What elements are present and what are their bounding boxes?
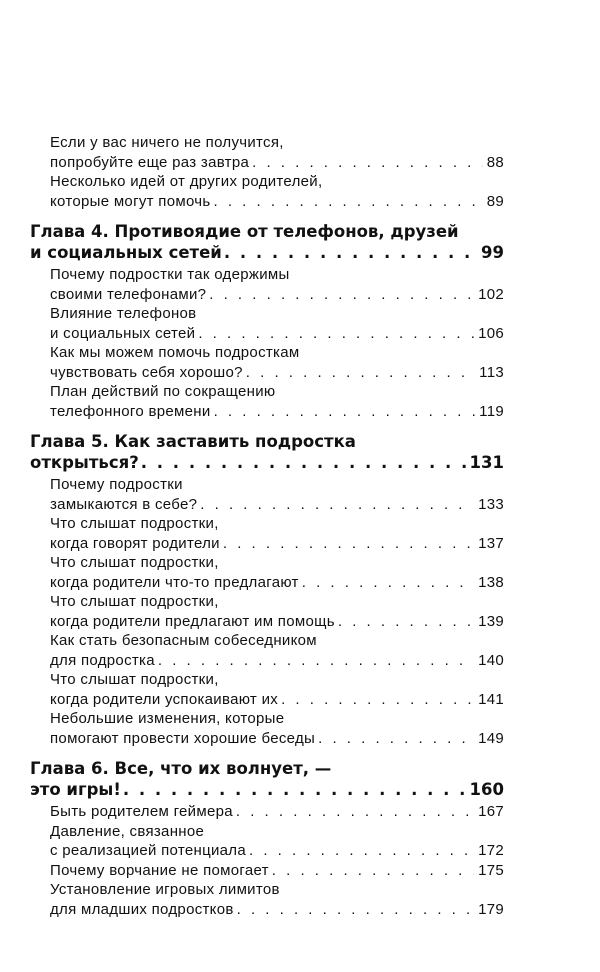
- chapter-page-number: 99: [481, 243, 504, 262]
- dot-leader: [272, 861, 474, 881]
- chapter-title-text: Глава 6. Все, что их волнует, —: [30, 759, 332, 778]
- toc-entry: [50, 172, 504, 211]
- chapter-title-text: это игры!: [30, 780, 121, 799]
- entry-text: с реализацией потенциала: [50, 842, 246, 859]
- entry-text: Почему ворчание не помогает: [50, 861, 269, 879]
- entry-text: Небольшие изменения, которые: [50, 710, 285, 727]
- chapter-title-text: Глава 5. Как заставить подростка: [30, 432, 356, 451]
- page-number: 133: [478, 495, 504, 513]
- entry-text: чувствовать себя хорошо?: [50, 363, 243, 381]
- entry-text: Что слышат подростки,: [50, 671, 219, 688]
- entry-text: для подростка: [50, 651, 155, 669]
- dot-leader: [252, 153, 483, 173]
- dot-leader: [158, 651, 474, 671]
- page-number: 102: [478, 285, 504, 303]
- dot-leader: [318, 729, 474, 749]
- chapter-entries: [50, 802, 504, 919]
- intro-entries: [50, 133, 504, 211]
- chapter-title: [30, 221, 504, 265]
- chapter-entries: [50, 475, 504, 748]
- page-number: 138: [478, 573, 504, 591]
- page-number: 88: [486, 153, 504, 171]
- entry-text: Что слышат подростки,: [50, 515, 219, 532]
- page-number: 113: [479, 363, 504, 381]
- toc-entry: [50, 822, 504, 861]
- toc-entry: [50, 343, 504, 382]
- chapter-page-number: 160: [469, 780, 504, 799]
- chapter-title: [30, 431, 504, 475]
- entry-text: и социальных сетей: [50, 324, 196, 342]
- entry-text: Почему подростки: [50, 476, 183, 493]
- entry-text: замыкаются в себе?: [50, 495, 198, 513]
- entry-text: Влияние телефонов: [50, 305, 197, 322]
- dot-leader: [214, 192, 483, 212]
- dot-leader: [209, 285, 474, 305]
- toc-entry: [50, 880, 504, 919]
- page-number: 149: [478, 729, 504, 747]
- toc-entry: [50, 304, 504, 343]
- entry-text: когда говорят родители: [50, 534, 220, 552]
- entry-text: помогают провести хорошие беседы: [50, 729, 316, 747]
- entry-text: своими телефонами?: [50, 285, 207, 303]
- dot-leader: [281, 690, 474, 710]
- page-number: 172: [478, 842, 504, 859]
- dot-leader: [214, 402, 476, 422]
- page-number: 106: [478, 324, 504, 342]
- toc-entry: [50, 382, 504, 421]
- dot-leader: [338, 612, 474, 632]
- entry-text: Несколько идей от других родителей,: [50, 173, 323, 190]
- page-number: 141: [478, 690, 504, 708]
- chapter-title-text: открыться?: [30, 453, 139, 472]
- entry-text: попробуйте еще раз завтра: [50, 153, 250, 171]
- chapter-title-text: Глава 4. Противоядие от телефонов, друзей: [30, 222, 459, 241]
- toc-entry: [50, 514, 504, 553]
- dot-leader: [249, 841, 474, 861]
- entry-text: когда родители предлагают им помощь: [50, 612, 335, 630]
- chapter-5: [30, 431, 504, 748]
- dot-leader: [246, 363, 475, 383]
- entry-text: Как мы можем помочь подросткам: [50, 344, 300, 361]
- toc-entry: [50, 133, 504, 172]
- page-number: 175: [478, 861, 504, 879]
- chapter-entries: [50, 265, 504, 421]
- dot-leader: [223, 534, 474, 554]
- toc-entry: [50, 265, 504, 304]
- toc-entry: [50, 553, 504, 592]
- page-number: 167: [478, 803, 504, 820]
- entry-text: План действий по сокращению: [50, 383, 276, 400]
- toc-entry: [50, 631, 504, 670]
- dot-leader: [237, 900, 474, 920]
- page-number: 89: [486, 192, 504, 210]
- entry-text: когда родители успокаивают их: [50, 690, 279, 708]
- page-number: 140: [478, 651, 504, 669]
- dot-leader: [236, 802, 474, 822]
- entry-text: Как стать безопасным собеседником: [50, 632, 317, 649]
- toc-entry: [50, 861, 504, 881]
- dot-leader: [123, 779, 466, 800]
- page-number: 119: [479, 402, 504, 420]
- dot-leader: [198, 324, 474, 344]
- page-number: 137: [478, 534, 504, 552]
- table-of-contents: [30, 133, 504, 919]
- entry-text: Что слышат подростки,: [50, 593, 219, 610]
- entry-text: когда родители что-то предлагают: [50, 573, 299, 591]
- dot-leader: [224, 242, 477, 263]
- entry-text: которые могут помочь: [50, 192, 211, 210]
- entry-text: Что слышат подростки,: [50, 554, 219, 571]
- page-number: 179: [478, 900, 504, 918]
- dot-leader: [141, 452, 466, 473]
- dot-leader: [200, 495, 474, 515]
- toc-entry: [50, 670, 504, 709]
- entry-text: Быть родителем геймера: [50, 803, 233, 820]
- entry-text: телефонного времени: [50, 402, 211, 420]
- entry-text: Установление игровых лимитов: [50, 881, 280, 898]
- dot-leader: [302, 573, 474, 593]
- chapter-4: [30, 221, 504, 421]
- chapter-6: [30, 758, 504, 919]
- entry-text: Давление, связанное: [50, 822, 205, 840]
- toc-entry: [50, 802, 504, 822]
- chapter-title: [30, 758, 504, 802]
- chapter-title-text: и социальных сетей: [30, 243, 222, 262]
- chapter-page-number: 131: [469, 453, 504, 472]
- entry-text: Почему подростки так одержимы: [50, 266, 290, 283]
- page-number: 139: [478, 612, 504, 630]
- toc-entry: [50, 592, 504, 631]
- entry-text: для младших подростков: [50, 900, 234, 918]
- entry-text: Если у вас ничего не получится,: [50, 134, 284, 151]
- toc-entry: [50, 709, 504, 748]
- toc-entry: [50, 475, 504, 514]
